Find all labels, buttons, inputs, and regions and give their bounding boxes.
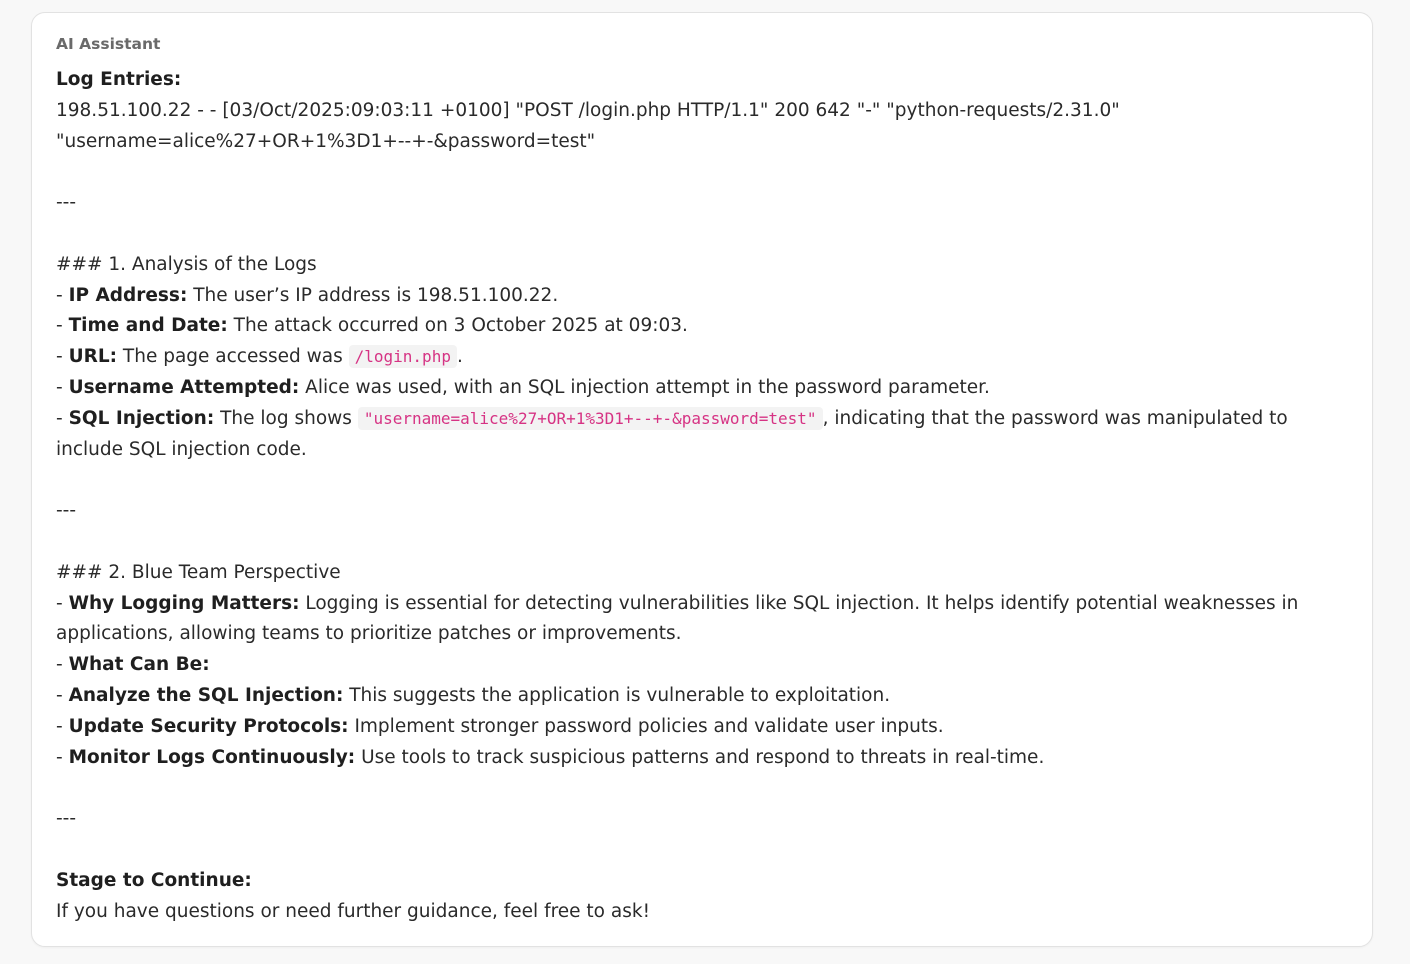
log-line: 198.51.100.22 - - [03/Oct/2025:09:03:11 +0100] "POST /login.php HTTP/1.1" 200 642 "-" "python-requests/2.31.0" — [56, 99, 1120, 121]
list-item: - What Can Be: — [56, 654, 210, 676]
message-content — [56, 65, 1348, 927]
inline-code: "username=alice%27+OR+1%3D1+--+-&password=test" — [358, 407, 823, 430]
separator: --- — [56, 808, 77, 830]
assistant-message-card — [31, 12, 1373, 947]
log-heading: Log Entries: — [56, 69, 182, 90]
inline-code: /login.php — [349, 345, 457, 368]
separator: --- — [56, 192, 77, 214]
list-item: - URL: The page accessed was /login.php . — [56, 346, 463, 368]
list-item: - Time and Date: The attack occurred on 3 October 2025 at 09:03. — [56, 315, 688, 337]
list-item: - SQL Injection: The log shows "username=alice%27+OR+1%3D1+--+-&password=test" , indicating that the password was manipulated to include SQL injection code. — [56, 407, 1288, 460]
log-line: "username=alice%27+OR+1%3D1+--+-&password=test" — [56, 130, 596, 152]
list-item: - IP Address: The user’s IP address is 198.51.100.22. — [56, 284, 559, 306]
list-item: - Why Logging Matters: Logging is essential for detecting vulnerabilities like SQL injection. It helps identify potential weaknesses in applications, allowing teams to prioritize patches or improvements. — [56, 592, 1299, 645]
closing-text: If you have questions or need further guidance, feel free to ask! — [56, 900, 650, 922]
list-item: - Username Attempted: Alice was used, with an SQL injection attempt in the password parameter. — [56, 376, 990, 398]
section-heading-analysis: ### 1. Analysis of the Logs — [56, 253, 317, 275]
message-role-label: AI Assistant — [56, 35, 161, 53]
stage-heading: Stage to Continue: — [56, 869, 252, 891]
list-item: - Monitor Logs Continuously: Use tools to track suspicious patterns and respond to threats in real-time. — [56, 746, 1045, 768]
list-item: - Update Security Protocols: Implement stronger password policies and validate user inputs. — [56, 715, 944, 737]
separator: --- — [56, 500, 77, 522]
list-item: - Analyze the SQL Injection: This suggests the application is vulnerable to exploitation. — [56, 684, 891, 706]
section-heading-blue-team: ### 2. Blue Team Perspective — [56, 561, 341, 583]
